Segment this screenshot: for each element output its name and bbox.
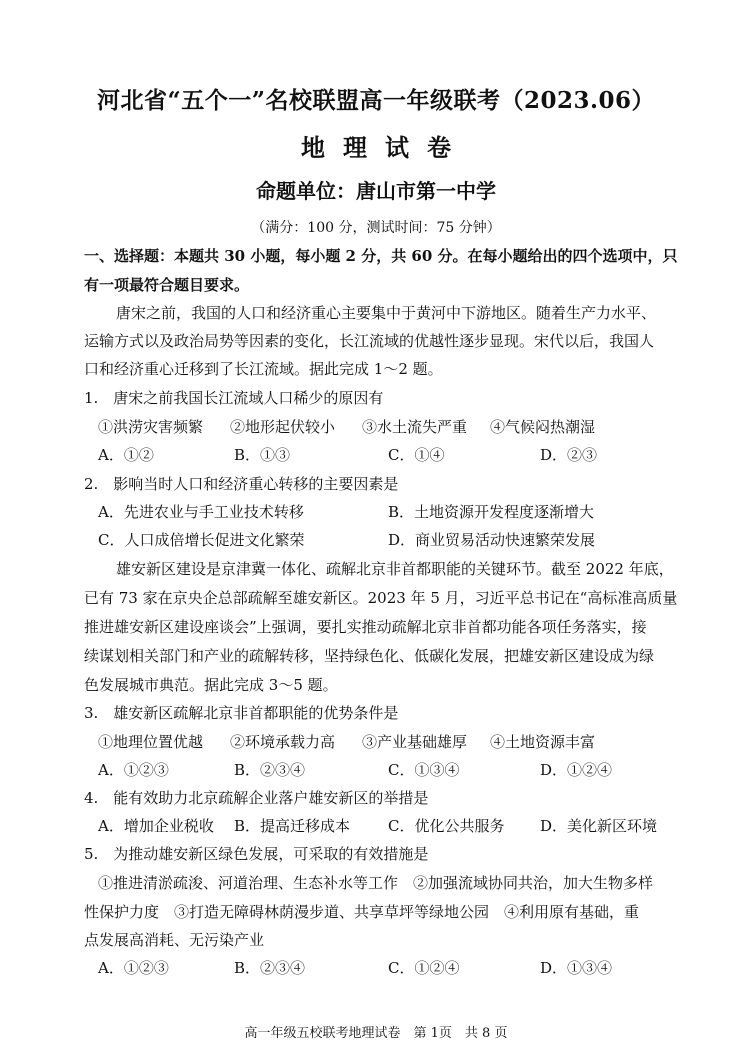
question-5-item-line-3: 点发展高消耗、无污染产业 — [84, 931, 265, 949]
question-5-item-line-2: 性保护力度 ③打造无障碍林荫漫步道、共享草坪等绿地公园 ④利用原有基础，重 — [84, 903, 640, 921]
question-3-option-d: D．①②④ — [540, 761, 613, 779]
question-1-option-a: A．①② — [98, 446, 154, 464]
passage-2-line-1: 雄安新区建设是京津冀一体化、疏解北京非首都职能的关键环节。截至 2022 年底， — [116, 560, 674, 578]
question-4-option-d: D．美化新区环境 — [540, 817, 658, 835]
question-5-option-a: A．①②③ — [98, 959, 169, 977]
question-5-option-d: D．①③④ — [540, 959, 613, 977]
question-1-stem: 1. 唐宋之前我国长江流域人口稀少的原因有 — [84, 389, 384, 407]
question-4-option-c: C．优化公共服务 — [388, 817, 505, 835]
passage-1-line-3: 口和经济重心迁移到了长江流域。据此完成 1～2 题。 — [84, 360, 443, 378]
question-1-item: ③水土流失严重 — [362, 418, 468, 436]
question-3-item: ②环境承载力高 — [230, 733, 336, 751]
passage-2-line-4: 续谋划相关部门和产业的疏解转移，坚持绿色化、低碳化发展，把雄安新区建设成为绿 — [84, 647, 655, 665]
exam-info: （满分：100 分，测试时间：75 分钟） — [251, 220, 501, 236]
question-1-option-d: D．②③ — [540, 446, 598, 464]
passage-2-line-5: 色发展城市典范。据此完成 3～5 题。 — [84, 676, 338, 694]
question-5-stem: 5. 为推动雄安新区绿色发展，可采取的有效措施是 — [84, 845, 429, 863]
question-2-option-d: D．商业贸易活动快速繁荣发展 — [388, 531, 596, 549]
subject-title: 地理试卷 — [301, 133, 469, 162]
question-3-item: ①地理位置优越 — [98, 733, 204, 751]
question-2-option-c: C．人口成倍增长促进文化繁荣 — [98, 531, 305, 549]
page-footer: 高一年级五校联考地理试卷 第 1页 共 8 页 — [244, 1026, 508, 1041]
question-5-option-c: C．①②④ — [388, 959, 460, 977]
section-heading-line-1: 一、选择题：本题共 30 小题，每小题 2 分，共 60 分。在每小题给出的四个选项中，只 — [84, 247, 678, 265]
question-2-stem: 2. 影响当时人口和经济重心转移的主要因素是 — [84, 475, 399, 493]
question-3-item: ③产业基础雄厚 — [362, 733, 468, 751]
section-heading-line-2: 有一项最符合题目要求。 — [84, 276, 250, 294]
passage-1-line-2: 运输方式以及政治局势等因素的变化，长江流域的优越性逐步显现。宋代以后，我国人 — [84, 332, 655, 350]
question-2-option-a: A．先进农业与手工业技术转移 — [98, 503, 304, 521]
question-5-option-b: B．②③④ — [234, 959, 306, 977]
question-3-option-a: A．①②③ — [98, 761, 169, 779]
question-4-stem: 4. 能有效助力北京疏解企业落户雄安新区的举措是 — [84, 789, 429, 807]
passage-1-line-1: 唐宋之前，我国的人口和经济重心主要集中于黄河中下游地区。随着生产力水平、 — [116, 304, 657, 322]
question-1-item: ④气候闷热潮湿 — [490, 418, 596, 436]
question-1-item: ①洪涝灾害频繁 — [98, 418, 204, 436]
passage-2-line-2: 已有 73 家在京央企总部疏解至雄安新区。2023 年 5 月，习近平总书记在“高标准高质量 — [84, 589, 678, 607]
setter-unit: 命题单位：唐山市第一中学 — [256, 179, 496, 203]
passage-2-line-3: 推进雄安新区建设座谈会”上强调，要扎实推动疏解北京非首都功能各项任务落实，接 — [84, 618, 647, 636]
question-3-item: ④土地资源丰富 — [490, 733, 596, 751]
question-2-option-b: B．土地资源开发程度逐渐增大 — [388, 503, 595, 521]
question-1-option-c: C．①④ — [388, 446, 445, 464]
question-1-item: ②地形起伏较小 — [230, 418, 336, 436]
exam-title: 河北省“五个一”名校联盟高一年级联考（2023.06） — [97, 87, 655, 114]
question-3-stem: 3. 雄安新区疏解北京非首都职能的优势条件是 — [84, 704, 399, 722]
question-3-option-c: C．①③④ — [388, 761, 460, 779]
question-4-option-b: B．提高迁移成本 — [234, 817, 351, 835]
question-4-option-a: A．增加企业税收 — [98, 817, 214, 835]
question-1-option-b: B．①③ — [234, 446, 291, 464]
question-5-item-line-1: ①推进清淤疏浚、河道治理、生态补水等工作 ②加强流域协同共治，加大生物多样 — [98, 874, 654, 892]
question-3-option-b: B．②③④ — [234, 761, 306, 779]
